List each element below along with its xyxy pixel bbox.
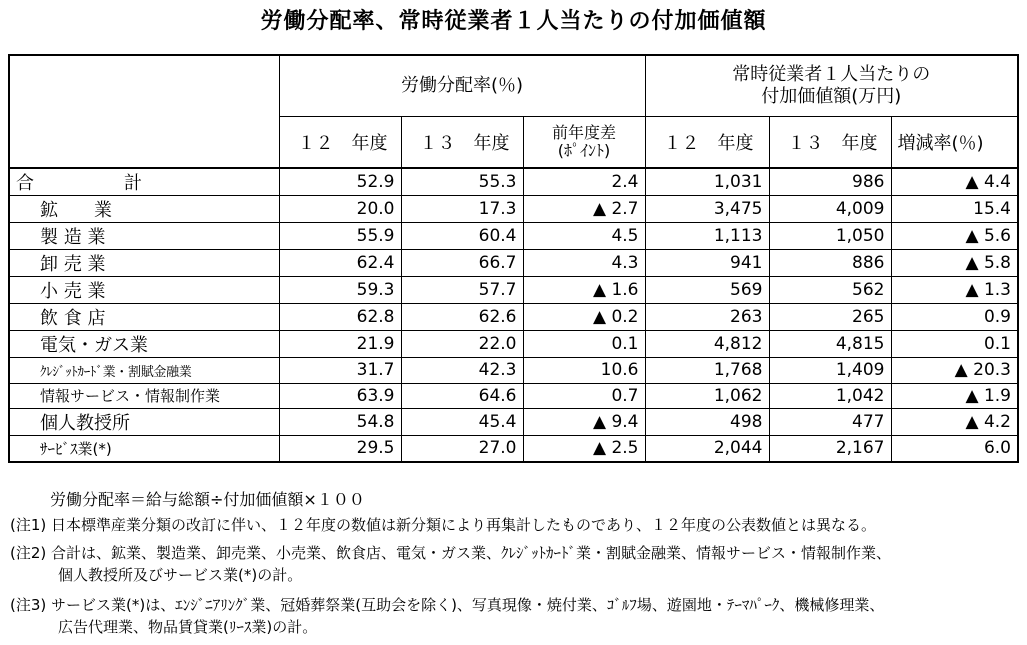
cell-v12: 569: [645, 277, 769, 304]
cell-lr13: 45.4: [401, 409, 523, 436]
row-label: 飲 食 店: [9, 304, 279, 331]
cell-rate: 0.1: [891, 331, 1018, 358]
cell-v12: 263: [645, 304, 769, 331]
cell-v12: 2,044: [645, 436, 769, 462]
row-label: 個人教授所: [9, 409, 279, 436]
cell-lr12: 59.3: [279, 277, 401, 304]
note-3: [10, 594, 884, 638]
cell-v13: 1,042: [769, 383, 891, 409]
cell-rate: ▲ 4.4: [891, 168, 1018, 196]
row-label: 鉱 業: [9, 196, 279, 223]
cell-v13: 4,815: [769, 331, 891, 358]
row-label: 小 売 業: [9, 277, 279, 304]
category-header: [9, 55, 279, 168]
cell-lr13: 22.0: [401, 331, 523, 358]
cell-rate: 6.0: [891, 436, 1018, 462]
cell-diff: 4.3: [523, 250, 645, 277]
note-2-line2: 個人教授所及びサービス業(*)の計。: [58, 566, 303, 584]
table-row: [9, 331, 1018, 358]
cell-lr13: 42.3: [401, 358, 523, 384]
row-label: ｸﾚｼﾞｯﾄｶｰﾄﾞ業・割賦金融業: [9, 358, 279, 384]
cell-diff: ▲ 9.4: [523, 409, 645, 436]
cell-rate: 0.9: [891, 304, 1018, 331]
cell-lr13: 55.3: [401, 168, 523, 196]
value-added-header-line2: 付加価値額(万円): [761, 86, 902, 107]
cell-diff: ▲ 2.7: [523, 196, 645, 223]
cell-lr12: 52.9: [279, 168, 401, 196]
cell-lr13: 66.7: [401, 250, 523, 277]
cell-diff: 10.6: [523, 358, 645, 384]
note-2: [10, 542, 891, 586]
cell-rate: ▲ 1.9: [891, 383, 1018, 409]
cell-lr13: 57.7: [401, 277, 523, 304]
note-1: (注1) 日本標準産業分類の改訂に伴い、１２年度の数値は新分類により再集計したものであり、１２年度の公表数値とは異なる。: [10, 516, 877, 534]
cell-rate: ▲ 5.8: [891, 250, 1018, 277]
table-row: [9, 223, 1018, 250]
table-row: [9, 358, 1018, 384]
cell-lr12: 21.9: [279, 331, 401, 358]
cell-v13: 986: [769, 168, 891, 196]
cell-rate: 15.4: [891, 196, 1018, 223]
cell-v12: 1,031: [645, 168, 769, 196]
row-label: 製 造 業: [9, 223, 279, 250]
cell-lr12: 62.4: [279, 250, 401, 277]
data-table: [8, 54, 1019, 463]
row-label: 合 計: [9, 168, 279, 196]
cell-v12: 1,113: [645, 223, 769, 250]
cell-lr12: 54.8: [279, 409, 401, 436]
col-header-diff: [523, 117, 645, 169]
cell-diff: ▲ 1.6: [523, 277, 645, 304]
cell-lr13: 64.6: [401, 383, 523, 409]
table-row: [9, 277, 1018, 304]
note-3-line1: (注3) サービス業(*)は、ｴﾝｼﾞﾆｱﾘﾝｸﾞ業、冠婚葬祭業(互助会を除く)、写真現像・焼付業、ｺﾞﾙﾌ場、遊園地・ﾃｰﾏﾊﾟｰｸ、機械修理業、: [10, 596, 885, 614]
cell-lr12: 31.7: [279, 358, 401, 384]
cell-diff: 4.5: [523, 223, 645, 250]
page-title: 労働分配率、常時従業者１人当たりの付加価値額: [260, 9, 767, 34]
cell-v12: 1,062: [645, 383, 769, 409]
cell-v12: 4,812: [645, 331, 769, 358]
col-header-lr13: １３ 年度: [401, 117, 523, 169]
cell-diff: 2.4: [523, 168, 645, 196]
cell-rate: ▲ 5.6: [891, 223, 1018, 250]
formula-note: 労働分配率＝給与総額÷付加価値額×１００: [50, 490, 365, 509]
table-row: [9, 409, 1018, 436]
cell-v13: 477: [769, 409, 891, 436]
col-header-rate: 増減率(％): [891, 117, 1018, 169]
row-label: 電気・ガス業: [9, 331, 279, 358]
col-header-lr12: １２ 年度: [279, 117, 401, 169]
table-row: [9, 168, 1018, 196]
labor-share-group-header: 労働分配率(％): [279, 55, 645, 117]
cell-v12: 3,475: [645, 196, 769, 223]
table-row: [9, 436, 1018, 462]
cell-v13: 4,009: [769, 196, 891, 223]
cell-rate: ▲ 1.3: [891, 277, 1018, 304]
cell-lr13: 62.6: [401, 304, 523, 331]
col-header-diff-line2: (ﾎﾟｲﾝﾄ): [557, 141, 611, 160]
cell-lr12: 63.9: [279, 383, 401, 409]
cell-v13: 265: [769, 304, 891, 331]
header-row-group: [9, 55, 1018, 117]
cell-diff: ▲ 0.2: [523, 304, 645, 331]
cell-diff: 0.1: [523, 331, 645, 358]
col-header-v12: １２ 年度: [645, 117, 769, 169]
note-3-line2: 広告代理業、物品賃貸業(ﾘｰｽ業)の計。: [58, 618, 318, 636]
cell-diff: 0.7: [523, 383, 645, 409]
value-added-header-line1: 常時従業者１人当たりの: [732, 64, 931, 85]
cell-lr12: 55.9: [279, 223, 401, 250]
cell-lr13: 17.3: [401, 196, 523, 223]
cell-v12: 941: [645, 250, 769, 277]
cell-rate: ▲ 4.2: [891, 409, 1018, 436]
cell-v13: 1,050: [769, 223, 891, 250]
cell-lr13: 60.4: [401, 223, 523, 250]
cell-v13: 886: [769, 250, 891, 277]
table-row: [9, 383, 1018, 409]
row-label: ｻｰﾋﾞｽ業(*): [9, 436, 279, 462]
table-row: [9, 250, 1018, 277]
cell-diff: ▲ 2.5: [523, 436, 645, 462]
cell-v13: 2,167: [769, 436, 891, 462]
cell-lr12: 62.8: [279, 304, 401, 331]
cell-v12: 1,768: [645, 358, 769, 384]
row-label: 卸 売 業: [9, 250, 279, 277]
note-2-line1: (注2) 合計は、鉱業、製造業、卸売業、小売業、飲食店、電気・ガス業、ｸﾚｼﾞｯﾄｶｰﾄﾞ業・割賦金融業、情報サービス・情報制作業、: [10, 544, 892, 562]
cell-v13: 1,409: [769, 358, 891, 384]
cell-lr12: 29.5: [279, 436, 401, 462]
col-header-v13: １３ 年度: [769, 117, 891, 169]
col-header-diff-line1: 前年度差: [551, 123, 616, 142]
table-row: [9, 196, 1018, 223]
cell-lr12: 20.0: [279, 196, 401, 223]
value-added-group-header: [645, 55, 1018, 117]
cell-lr13: 27.0: [401, 436, 523, 462]
row-label: 情報サービス・情報制作業: [9, 383, 279, 409]
cell-rate: ▲ 20.3: [891, 358, 1018, 384]
table-row: [9, 304, 1018, 331]
cell-v13: 562: [769, 277, 891, 304]
cell-v12: 498: [645, 409, 769, 436]
